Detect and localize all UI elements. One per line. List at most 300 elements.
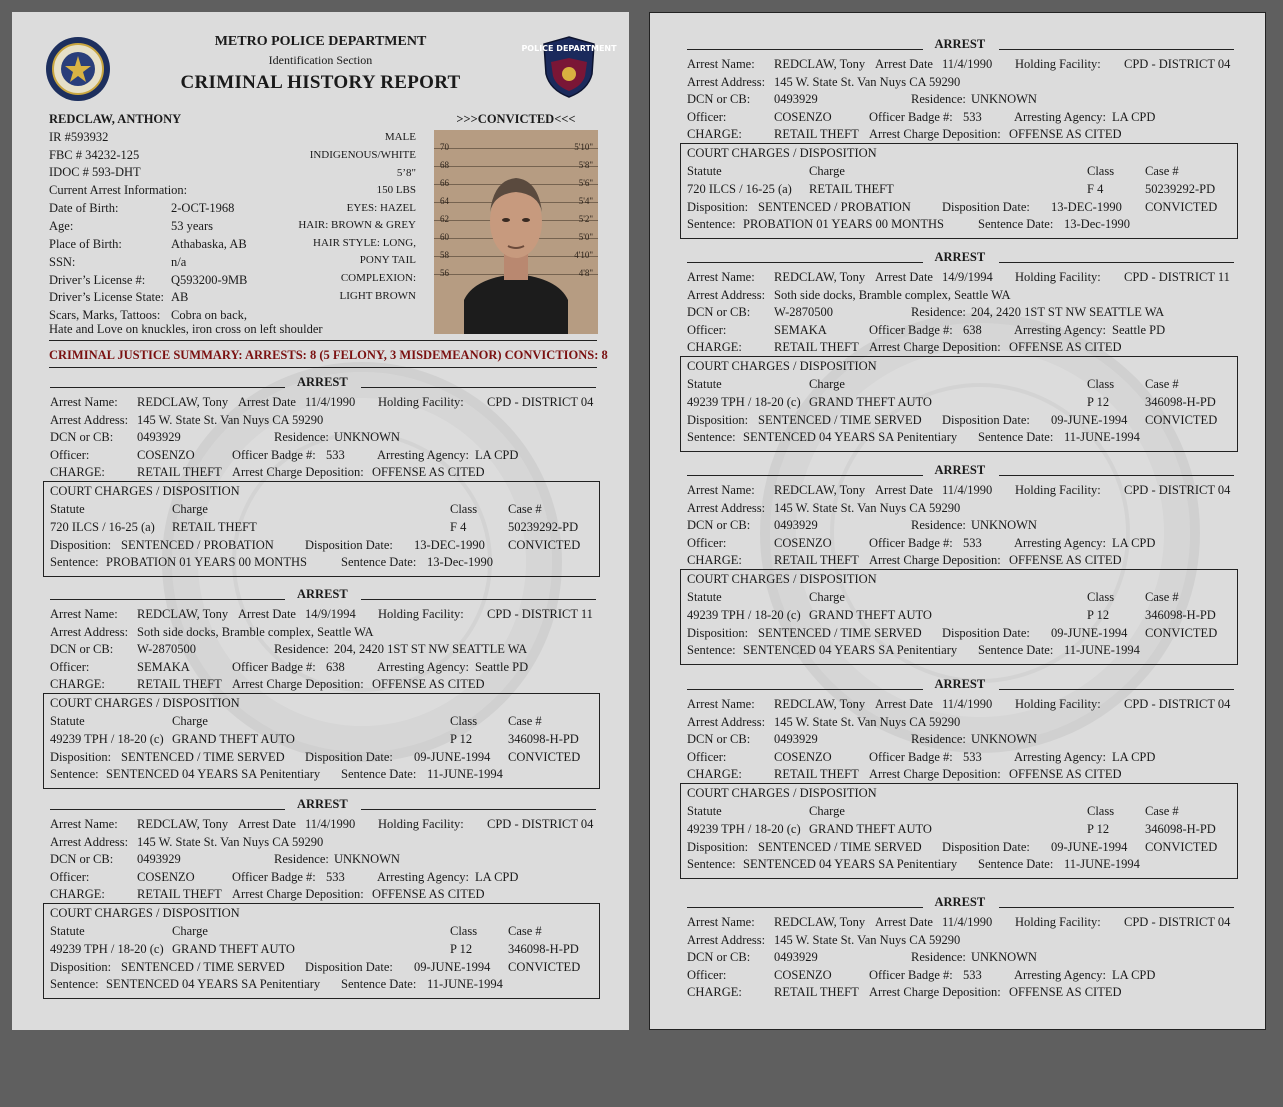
arrest-address-label: Arrest Address: — [687, 287, 766, 302]
arresting-agency: LA CPD — [1112, 535, 1156, 550]
officer-badge: 533 — [963, 749, 982, 764]
title-rule — [687, 262, 923, 263]
sentence-date-label: Sentence Date: — [341, 555, 417, 569]
disposition-date: 09-JUNE-1994 — [1051, 840, 1128, 854]
court-statute: 49239 TPH / 18-20 (c) — [687, 822, 801, 836]
disposition-date: 09-JUNE-1994 — [1051, 413, 1128, 427]
case-label: Case # — [1145, 164, 1179, 178]
dcn-label: DCN or CB: — [50, 430, 114, 445]
court-result: CONVICTED — [508, 538, 581, 552]
height-mark-inches: 70 — [440, 142, 449, 152]
arrest-date-label: Arrest Date — [875, 915, 933, 929]
statute-label: Statute — [50, 924, 85, 938]
physical-attribute: 150 LBS — [376, 184, 416, 196]
court-case: 50239292-PD — [508, 520, 579, 534]
charge-col-label: Charge — [172, 714, 208, 728]
court-class: P 12 — [450, 942, 473, 956]
report-title: CRIMINAL HISTORY REPORT — [180, 72, 461, 93]
arrest-name: REDCLAW, Tony — [774, 483, 866, 497]
sentence-date: 13-Dec-1990 — [427, 555, 493, 569]
subject-field-value: 2-OCT-1968 — [171, 201, 235, 215]
subject-field-label: Driver’s License #: — [49, 273, 146, 287]
holding-facility: CPD - DISTRICT 04 — [1124, 697, 1231, 711]
statute-label: Statute — [687, 377, 722, 391]
officer-label: Officer: — [687, 322, 727, 337]
officer-badge-label: Officer Badge #: — [869, 967, 953, 982]
arrest-charge: RETAIL THEFT — [137, 677, 222, 692]
arrest-date-label: Arrest Date — [875, 57, 933, 71]
dcn-label: DCN or CB: — [687, 518, 751, 533]
officer-name: SEMAKA — [774, 322, 827, 337]
holding-facility-label: Holding Facility: — [378, 817, 464, 831]
arrest-name-label: Arrest Name: — [687, 270, 755, 284]
court-result: CONVICTED — [1145, 840, 1218, 854]
sentence-value: PROBATION 01 YEARS 00 MONTHS — [743, 217, 944, 231]
case-label: Case # — [508, 502, 542, 516]
court-statute: 49239 TPH / 18-20 (c) — [50, 942, 164, 956]
officer-label: Officer: — [687, 109, 727, 124]
subject-ir: IR #593932 — [49, 130, 109, 144]
disposition-date-label: Disposition Date: — [942, 413, 1030, 427]
charge-label: CHARGE: — [687, 340, 742, 355]
physical-attribute: INDIGENOUS/WHITE — [309, 149, 416, 161]
arresting-agency: LA CPD — [1112, 967, 1156, 982]
arrest-date-label: Arrest Date — [875, 483, 933, 497]
officer-badge-label: Officer Badge #: — [869, 322, 953, 337]
charge-label: CHARGE: — [50, 887, 105, 902]
arrest-address: Soth side docks, Bramble complex, Seattle WA — [137, 624, 374, 639]
court-title: COURT CHARGES / DISPOSITION — [687, 359, 877, 373]
officer-badge-label: Officer Badge #: — [869, 109, 953, 124]
arrest-charge: RETAIL THEFT — [137, 465, 222, 480]
arrest-section-title — [687, 465, 1234, 479]
case-label: Case # — [1145, 804, 1179, 818]
sentence-date: 11-JUNE-1994 — [427, 977, 503, 991]
arrest-heading: ARREST — [297, 587, 348, 601]
officer-badge: 533 — [963, 967, 982, 982]
officer-label: Officer: — [687, 749, 727, 764]
disposition-label: Disposition: — [687, 413, 749, 427]
residence-value: UNKNOWN — [334, 430, 400, 445]
sentence-date-label: Sentence Date: — [978, 217, 1054, 231]
arresting-agency: Seattle PD — [475, 659, 529, 674]
disposition-value: SENTENCED / PROBATION — [121, 538, 274, 552]
arrest-heading: ARREST — [934, 677, 986, 691]
height-mark-feet: 5'4" — [578, 196, 593, 206]
class-label: Class — [1087, 164, 1115, 178]
dcn-value: 0493929 — [774, 518, 818, 533]
arrest-row — [687, 553, 1234, 570]
court-class: F 4 — [1087, 182, 1104, 196]
arrest-name: REDCLAW, Tony — [137, 817, 229, 831]
charge-col-label: Charge — [809, 804, 845, 818]
charge-deposition-label: Arrest Charge Deposition: — [869, 340, 1001, 355]
sentence-date: 11-JUNE-1994 — [1064, 643, 1140, 657]
sentence-date: 11-JUNE-1994 — [427, 767, 503, 781]
officer-name: COSENZO — [137, 869, 195, 884]
sentence-date-label: Sentence Date: — [978, 643, 1054, 657]
arrest-date-label: Arrest Date — [875, 270, 933, 284]
arrest-heading: ARREST — [934, 463, 986, 477]
arrest-section-title — [687, 39, 1234, 53]
court-charges-box — [43, 903, 600, 999]
arrest-date-label: Arrest Date — [875, 697, 933, 711]
height-mark-inches: 62 — [440, 214, 449, 224]
subject-field-value: AB — [171, 290, 189, 304]
arrest-date: 11/4/1990 — [942, 697, 993, 711]
officer-label: Officer: — [50, 869, 90, 884]
arrest-record — [650, 252, 1267, 462]
court-statute: 49239 TPH / 18-20 (c) — [687, 608, 801, 622]
arrest-row — [687, 127, 1234, 144]
statute-label: Statute — [687, 590, 722, 604]
sentence-date: 11-JUNE-1994 — [1064, 430, 1140, 444]
arrest-row — [687, 288, 1234, 305]
arrest-name: REDCLAW, Tony — [774, 697, 866, 711]
officer-badge-label: Officer Badge #: — [232, 447, 316, 462]
residence-label: Residence: — [911, 305, 966, 320]
arrest-section-title — [50, 799, 596, 813]
sentence-label: Sentence: — [50, 977, 99, 991]
case-label: Case # — [1145, 590, 1179, 604]
title-rule — [687, 475, 923, 476]
arrest-record — [650, 39, 1267, 249]
arrest-charge: RETAIL THEFT — [774, 767, 859, 782]
arrest-address: 145 W. State St. Van Nuys CA 59290 — [774, 500, 961, 515]
court-class: F 4 — [450, 520, 467, 534]
arresting-agency-label: Arresting Agency: — [1014, 535, 1106, 550]
holding-facility-label: Holding Facility: — [1015, 57, 1101, 71]
title-rule — [687, 689, 923, 690]
charge-deposition: OFFENSE AS CITED — [1009, 767, 1122, 782]
disposition-value: SENTENCED / TIME SERVED — [758, 840, 922, 854]
officer-badge: 533 — [963, 535, 982, 550]
case-label: Case # — [1145, 377, 1179, 391]
court-case: 346098-H-PD — [508, 942, 579, 956]
dcn-value: 0493929 — [774, 950, 818, 965]
holding-facility: CPD - DISTRICT 04 — [487, 395, 594, 409]
height-mark-inches: 64 — [440, 196, 449, 206]
dcn-label: DCN or CB: — [687, 305, 751, 320]
holding-facility-label: Holding Facility: — [1015, 697, 1101, 711]
court-case: 346098-H-PD — [1145, 395, 1216, 409]
arresting-agency: LA CPD — [475, 447, 519, 462]
physical-attribute: PONY TAIL — [359, 254, 416, 266]
arrest-heading: ARREST — [934, 37, 986, 51]
arrest-name-label: Arrest Name: — [687, 697, 755, 711]
holding-facility-label: Holding Facility: — [1015, 270, 1101, 284]
officer-badge: 638 — [963, 322, 982, 337]
court-result: CONVICTED — [508, 750, 581, 764]
arresting-agency-label: Arresting Agency: — [1014, 967, 1106, 982]
arrest-heading: ARREST — [934, 250, 986, 264]
arrest-name-label: Arrest Name: — [687, 915, 755, 929]
arrest-charge: RETAIL THEFT — [774, 127, 859, 142]
charge-col-label: Charge — [809, 377, 845, 391]
arrest-date: 11/4/1990 — [305, 395, 356, 409]
court-charges-box — [680, 143, 1238, 239]
court-case: 346098-H-PD — [1145, 608, 1216, 622]
residence-value: UNKNOWN — [971, 950, 1037, 965]
arrest-name: REDCLAW, Tony — [774, 57, 866, 71]
court-result: CONVICTED — [1145, 626, 1218, 640]
arrest-record — [650, 465, 1267, 675]
arresting-agency: LA CPD — [475, 869, 519, 884]
title-rule — [999, 475, 1235, 476]
physical-attribute: 5’8" — [396, 167, 416, 179]
holding-facility-label: Holding Facility: — [378, 607, 464, 621]
dcn-label: DCN or CB: — [50, 642, 114, 657]
department-name: METRO POLICE DEPARTMENT — [214, 34, 427, 49]
dcn-value: 0493929 — [774, 732, 818, 747]
height-mark-feet: 5'2" — [578, 214, 593, 224]
arrest-address: 145 W. State St. Van Nuys CA 59290 — [774, 932, 961, 947]
height-mark-feet: 5'10" — [574, 142, 593, 152]
arrest-name: REDCLAW, Tony — [137, 607, 229, 621]
arrest-row — [50, 413, 596, 430]
arrest-date: 11/4/1990 — [942, 57, 993, 71]
arrest-address: 145 W. State St. Van Nuys CA 59290 — [137, 834, 324, 849]
case-label: Case # — [508, 714, 542, 728]
title-rule — [361, 809, 596, 810]
holding-facility: CPD - DISTRICT 04 — [487, 817, 594, 831]
arrest-address-label: Arrest Address: — [50, 624, 129, 639]
scars-line-1: Cobra on back, — [171, 308, 248, 322]
court-case: 50239292-PD — [1145, 182, 1216, 196]
disposition-date-label: Disposition Date: — [942, 200, 1030, 214]
charge-label: CHARGE: — [50, 677, 105, 692]
summary-rule-top — [49, 340, 597, 341]
arresting-agency: Seattle PD — [1112, 322, 1166, 337]
arrest-record — [12, 589, 629, 799]
arresting-agency-label: Arresting Agency: — [1014, 109, 1106, 124]
arrest-charge: RETAIL THEFT — [774, 553, 859, 568]
arrest-section-title — [50, 589, 596, 603]
officer-badge: 638 — [326, 659, 345, 674]
sentence-date: 11-JUNE-1994 — [1064, 857, 1140, 871]
court-charge: GRAND THEFT AUTO — [809, 822, 932, 836]
sentence-label: Sentence: — [687, 217, 736, 231]
disposition-value: SENTENCED / PROBATION — [758, 200, 911, 214]
arrest-section-title — [687, 679, 1234, 693]
charge-label: CHARGE: — [687, 553, 742, 568]
court-title: COURT CHARGES / DISPOSITION — [687, 786, 877, 800]
residence-value: 204, 2420 1ST ST NW SEATTLE WA — [971, 305, 1165, 320]
arrest-row — [687, 536, 1234, 553]
arrest-row — [50, 887, 596, 904]
disposition-date-label: Disposition Date: — [305, 750, 393, 764]
summary-rule-bottom — [49, 367, 597, 368]
section-name: Identification Section — [268, 53, 373, 67]
arrest-name-label: Arrest Name: — [50, 607, 118, 621]
court-case: 346098-H-PD — [508, 732, 579, 746]
residence-label: Residence: — [911, 518, 966, 533]
sentence-value: PROBATION 01 YEARS 00 MONTHS — [106, 555, 307, 569]
arrest-section-title — [687, 897, 1234, 911]
sentence-label: Sentence: — [50, 555, 99, 569]
officer-badge-label: Officer Badge #: — [869, 535, 953, 550]
arrest-row — [687, 767, 1234, 784]
arrest-address: 145 W. State St. Van Nuys CA 59290 — [774, 714, 961, 729]
arrest-row — [50, 642, 596, 659]
physical-attribute: COMPLEXION: — [340, 272, 416, 284]
statute-label: Statute — [50, 714, 85, 728]
criminal-justice-summary: CRIMINAL JUSTICE SUMMARY: ARRESTS: 8 (5 FELONY, 3 MISDEMEANOR) CONVICTIONS: 8 — [49, 348, 608, 362]
height-mark-inches: 66 — [440, 178, 449, 188]
arrest-row — [50, 835, 596, 852]
arrest-record — [650, 679, 1267, 889]
arrest-date: 11/4/1990 — [942, 915, 993, 929]
height-mark-feet: 5'0" — [578, 232, 593, 242]
arrest-name: REDCLAW, Tony — [137, 395, 229, 409]
arrest-row — [687, 750, 1234, 767]
dcn-label: DCN or CB: — [687, 732, 751, 747]
court-class: P 12 — [1087, 608, 1110, 622]
dcn-value: 0493929 — [137, 852, 181, 867]
sentence-value: SENTENCED 04 YEARS SA Penitentiary — [743, 857, 958, 871]
sentence-date-label: Sentence Date: — [341, 767, 417, 781]
arrest-record — [12, 377, 629, 587]
arrest-row — [50, 817, 596, 834]
court-charges-box — [680, 569, 1238, 665]
subject-field-label: Driver’s License State: — [49, 290, 165, 304]
charge-deposition: OFFENSE AS CITED — [372, 887, 485, 902]
disposition-value: SENTENCED / TIME SERVED — [758, 626, 922, 640]
arrest-row — [687, 968, 1234, 985]
mugshot-figure — [464, 150, 568, 334]
height-mark-feet: 4'10" — [574, 250, 593, 260]
current-arrest-label: Current Arrest Information: — [49, 183, 188, 197]
subject-field-value: 53 years — [171, 219, 213, 233]
height-mark-feet: 5'6" — [578, 178, 593, 188]
arrest-row — [50, 870, 596, 887]
arrest-row — [687, 483, 1234, 500]
holding-facility-label: Holding Facility: — [1015, 915, 1101, 929]
arrest-row — [687, 57, 1234, 74]
arrest-row — [50, 430, 596, 447]
officer-name: COSENZO — [137, 447, 195, 462]
arrest-row — [687, 340, 1234, 357]
arrest-date-label: Arrest Date — [238, 607, 296, 621]
arrest-address-label: Arrest Address: — [50, 412, 129, 427]
arrest-row — [687, 270, 1234, 287]
arrest-name-label: Arrest Name: — [687, 57, 755, 71]
court-title: COURT CHARGES / DISPOSITION — [50, 484, 240, 498]
charge-label: CHARGE: — [50, 465, 105, 480]
disposition-date: 13-DEC-1990 — [1051, 200, 1122, 214]
title-rule — [50, 599, 285, 600]
residence-label: Residence: — [274, 642, 329, 657]
charge-deposition: OFFENSE AS CITED — [1009, 553, 1122, 568]
sentence-label: Sentence: — [687, 430, 736, 444]
court-charge: GRAND THEFT AUTO — [809, 608, 932, 622]
arrest-section-title — [50, 377, 596, 391]
charge-deposition-label: Arrest Charge Deposition: — [869, 767, 1001, 782]
charge-col-label: Charge — [172, 924, 208, 938]
physical-attribute: HAIR: BROWN & GREY — [298, 219, 416, 231]
arresting-agency-label: Arresting Agency: — [377, 659, 469, 674]
officer-badge: 533 — [326, 869, 345, 884]
arrest-row — [687, 985, 1234, 1002]
holding-facility-label: Holding Facility: — [1015, 483, 1101, 497]
holding-facility-label: Holding Facility: — [378, 395, 464, 409]
disposition-date: 09-JUNE-1994 — [414, 960, 491, 974]
arrest-row — [687, 323, 1234, 340]
physical-attribute: HAIR STYLE: LONG, — [313, 237, 416, 249]
arrest-row — [687, 110, 1234, 127]
residence-label: Residence: — [274, 430, 329, 445]
arresting-agency: LA CPD — [1112, 749, 1156, 764]
disposition-date: 09-JUNE-1994 — [414, 750, 491, 764]
court-charge: RETAIL THEFT — [809, 182, 894, 196]
dcn-label: DCN or CB: — [687, 950, 751, 965]
class-label: Class — [450, 924, 478, 938]
court-case: 346098-H-PD — [1145, 822, 1216, 836]
subject-idoc: IDOC # 593-DHT — [49, 165, 141, 179]
court-result: CONVICTED — [508, 960, 581, 974]
court-result: CONVICTED — [1145, 413, 1218, 427]
disposition-date-label: Disposition Date: — [305, 538, 393, 552]
arrest-row — [50, 660, 596, 677]
title-rule — [50, 387, 285, 388]
court-title: COURT CHARGES / DISPOSITION — [50, 906, 240, 920]
title-rule — [361, 387, 596, 388]
scars-line-2: Hate and Love on knuckles, iron cross on left shoulder — [49, 322, 323, 336]
residence-value: 204, 2420 1ST ST NW SEATTLE WA — [334, 642, 528, 657]
charge-label: CHARGE: — [687, 127, 742, 142]
title-rule — [687, 907, 923, 908]
charge-deposition-label: Arrest Charge Deposition: — [232, 677, 364, 692]
arrest-heading: ARREST — [297, 375, 348, 389]
court-title: COURT CHARGES / DISPOSITION — [687, 146, 877, 160]
arrest-row — [50, 625, 596, 642]
charge-col-label: Charge — [809, 590, 845, 604]
subject-field-label: Age: — [49, 219, 74, 233]
arrest-row — [50, 465, 596, 482]
sentence-date-label: Sentence Date: — [978, 857, 1054, 871]
court-charge: GRAND THEFT AUTO — [172, 942, 295, 956]
officer-name: COSENZO — [774, 535, 832, 550]
arrest-address-label: Arrest Address: — [50, 834, 129, 849]
residence-value: UNKNOWN — [971, 518, 1037, 533]
sentence-label: Sentence: — [50, 767, 99, 781]
height-mark-inches: 58 — [440, 250, 449, 260]
officer-label: Officer: — [50, 659, 90, 674]
dcn-value: 0493929 — [137, 430, 181, 445]
disposition-value: SENTENCED / TIME SERVED — [121, 750, 285, 764]
subject-field-label: SSN: — [49, 255, 76, 269]
court-statute: 49239 TPH / 18-20 (c) — [50, 732, 164, 746]
officer-badge-label: Officer Badge #: — [232, 869, 316, 884]
subject-field-label: Place of Birth: — [49, 237, 122, 251]
arrest-row — [687, 715, 1234, 732]
class-label: Class — [450, 714, 478, 728]
disposition-value: SENTENCED / TIME SERVED — [758, 413, 922, 427]
class-label: Class — [1087, 377, 1115, 391]
sentence-value: SENTENCED 04 YEARS SA Penitentiary — [106, 767, 321, 781]
dcn-label: DCN or CB: — [50, 852, 114, 867]
charge-label: CHARGE: — [687, 767, 742, 782]
scars-label: Scars, Marks, Tattoos: — [49, 308, 161, 322]
arrest-address: 145 W. State St. Van Nuys CA 59290 — [137, 412, 324, 427]
title-rule — [999, 49, 1235, 50]
sentence-value: SENTENCED 04 YEARS SA Penitentiary — [743, 643, 958, 657]
court-statute: 720 ILCS / 16-25 (a) — [50, 520, 155, 534]
officer-name: SEMAKA — [137, 659, 190, 674]
disposition-label: Disposition: — [687, 840, 749, 854]
height-mark-feet: 5'8" — [578, 160, 593, 170]
arrest-date: 14/9/1994 — [942, 270, 993, 284]
